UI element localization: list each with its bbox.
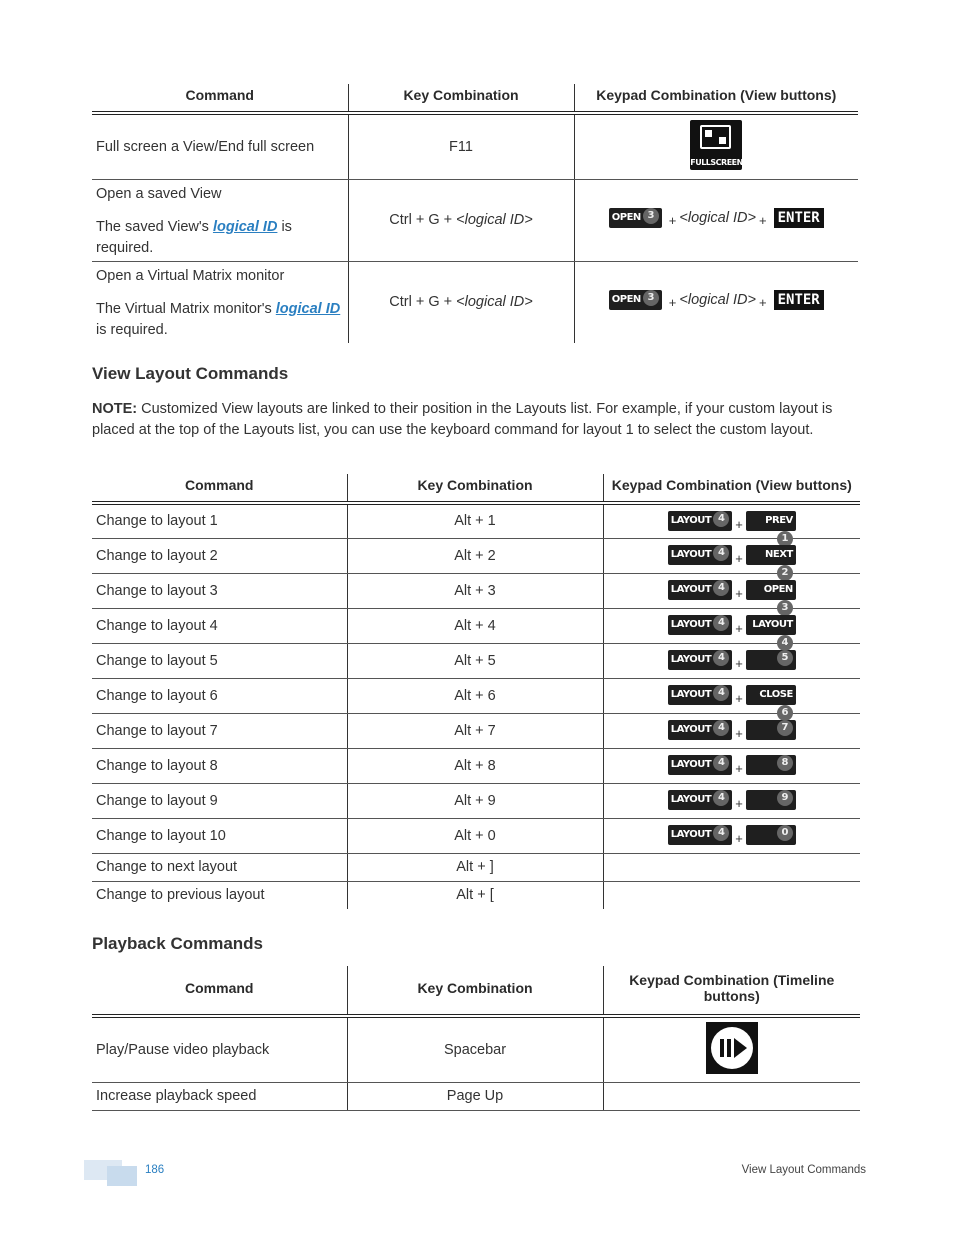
keypad-cell: LAYOUT 4 + 9 <box>603 783 860 818</box>
table-row <box>92 643 860 678</box>
key-cell: Alt + 9 <box>347 783 603 818</box>
command-cell: Change to layout 8 <box>92 748 347 783</box>
column-header-key: Key Combination <box>348 84 574 113</box>
keypad-cell: LAYOUT 4 + NEXT2 <box>603 538 860 573</box>
column-header-keypad: Keypad Combination (View buttons) <box>603 474 860 503</box>
keypad-cell <box>603 1082 860 1110</box>
key-cell: Alt + 1 <box>347 503 603 538</box>
keypad-number-button-icon: NEXT2 <box>746 545 796 565</box>
table-row <box>92 573 860 608</box>
section-heading-playback: Playback Commands <box>92 934 264 953</box>
footer-decoration <box>107 1166 137 1186</box>
command-cell: Play/Pause video playback <box>92 1016 347 1082</box>
open-button-icon: OPEN 3 <box>609 208 662 228</box>
keypad-cell <box>603 881 860 909</box>
command-cell: Change to layout 2 <box>92 538 347 573</box>
key-cell: Alt + 0 <box>347 818 603 853</box>
enter-button-icon: ENTER <box>774 290 824 310</box>
command-cell: Change to layout 3 <box>92 573 347 608</box>
layout-button-icon: LAYOUT 4 <box>668 720 732 740</box>
keypad-cell: OPEN 3 + <logical ID> + ENTER <box>574 261 858 343</box>
play-pause-button-icon <box>706 1022 758 1074</box>
layout-button-icon: LAYOUT 4 <box>668 685 732 705</box>
key-cell: Alt + 2 <box>347 538 603 573</box>
command-cell: Change to layout 4 <box>92 608 347 643</box>
table-row <box>92 748 860 783</box>
command-cell: Change to layout 6 <box>92 678 347 713</box>
key-cell: Alt + [ <box>347 881 603 909</box>
key-cell: Alt + ] <box>347 853 603 881</box>
command-cell: Change to layout 1 <box>92 503 347 538</box>
logical-id-link[interactable]: logical ID <box>275 300 341 317</box>
command-table-playback <box>92 966 860 1111</box>
keypad-cell <box>603 853 860 881</box>
page-number: 186 <box>145 1164 165 1176</box>
layout-note: NOTE: Customized View layouts are linked to their position in the Layouts list. For example, if your custom layout is placed at the top of the Layouts list, you can use the keyboard command for layout 1 to select the custom layout. <box>92 401 833 438</box>
layout-button-icon: LAYOUT 4 <box>668 580 732 600</box>
keypad-number-button-icon: LAYOUT4 <box>746 615 796 635</box>
footer-section-title: View Layout Commands <box>741 1164 866 1176</box>
keypad-cell: LAYOUT 4 + 5 <box>603 643 860 678</box>
table-row <box>92 713 860 748</box>
keypad-cell <box>574 113 858 179</box>
table-row <box>92 503 860 538</box>
keypad-number-button-icon: 5 <box>746 650 796 670</box>
column-header-key: Key Combination <box>347 474 603 503</box>
table-row <box>92 783 860 818</box>
command-cell: Increase playback speed <box>92 1082 347 1110</box>
command-cell: Full screen a View/End full screen <box>92 113 348 179</box>
key-cell: Spacebar <box>347 1016 603 1082</box>
key-cell: Ctrl + G + <logical ID> <box>348 179 574 261</box>
keypad-number-button-icon: CLOSE6 <box>746 685 796 705</box>
keypad-number-button-icon: 8 <box>746 755 796 775</box>
table-row <box>92 678 860 713</box>
command-cell: Change to layout 7 <box>92 713 347 748</box>
keypad-cell: LAYOUT 4 + LAYOUT4 <box>603 608 860 643</box>
keypad-cell <box>603 1016 860 1082</box>
logical-id-link[interactable]: logical ID <box>212 218 278 235</box>
keypad-number-button-icon: 9 <box>746 790 796 810</box>
table-row <box>92 853 860 881</box>
key-cell: Alt + 3 <box>347 573 603 608</box>
column-header-command: Command <box>92 84 348 113</box>
table-row <box>92 608 860 643</box>
table-row <box>92 881 860 909</box>
layout-button-icon: LAYOUT 4 <box>668 790 732 810</box>
key-cell: Alt + 4 <box>347 608 603 643</box>
layout-button-icon: LAYOUT 4 <box>668 825 732 845</box>
command-table-layouts <box>92 474 860 909</box>
key-cell: Ctrl + G + <logical ID> <box>348 261 574 343</box>
column-header-command: Command <box>92 966 347 1016</box>
column-header-key: Key Combination <box>347 966 603 1016</box>
keypad-number-button-icon: 7 <box>746 720 796 740</box>
layout-button-icon: LAYOUT 4 <box>668 511 732 531</box>
key-cell: F11 <box>348 113 574 179</box>
keypad-number-button-icon: 0 <box>746 825 796 845</box>
command-cell: Change to layout 9 <box>92 783 347 818</box>
layout-button-icon: LAYOUT 4 <box>668 650 732 670</box>
key-cell: Alt + 5 <box>347 643 603 678</box>
column-header-command: Command <box>92 474 347 503</box>
keypad-number-button-icon: PREV1 <box>746 511 796 531</box>
layout-button-icon: LAYOUT 4 <box>668 545 732 565</box>
keypad-cell: LAYOUT 4 + CLOSE6 <box>603 678 860 713</box>
key-cell: Alt + 7 <box>347 713 603 748</box>
column-header-keypad: Keypad Combination (View buttons) <box>574 84 858 113</box>
section-heading-view-layout: View Layout Commands <box>92 364 289 383</box>
enter-button-icon: ENTER <box>774 208 824 228</box>
layout-button-icon: LAYOUT 4 <box>668 615 732 635</box>
keypad-cell: LAYOUT 4 + PREV1 <box>603 503 860 538</box>
key-cell: Alt + 8 <box>347 748 603 783</box>
key-cell: Alt + 6 <box>347 678 603 713</box>
keypad-cell: LAYOUT 4 + 0 <box>603 818 860 853</box>
table-row <box>92 818 860 853</box>
command-cell: Open a saved View The saved View's logical ID is required. <box>92 179 348 261</box>
command-table-view <box>92 84 858 343</box>
command-cell: Change to layout 10 <box>92 818 347 853</box>
command-cell: Open a Virtual Matrix monitor The Virtual Matrix monitor's logical ID is required. <box>96 267 341 338</box>
keypad-cell: OPEN 3 + <logical ID> + ENTER <box>574 179 858 261</box>
command-cell: Change to next layout <box>92 853 347 881</box>
command-cell: Change to layout 5 <box>92 643 347 678</box>
fullscreen-button-icon: FULLSCREEN <box>690 120 742 170</box>
column-header-keypad: Keypad Combination (Timeline buttons) <box>603 966 860 1016</box>
keypad-cell: LAYOUT 4 + 8 <box>603 748 860 783</box>
key-cell: Page Up <box>347 1082 603 1110</box>
keypad-number-button-icon: OPEN3 <box>746 580 796 600</box>
open-button-icon: OPEN 3 <box>609 290 662 310</box>
command-cell: Change to previous layout <box>96 887 265 904</box>
keypad-cell: LAYOUT 4 + OPEN3 <box>603 573 860 608</box>
table-row <box>92 538 860 573</box>
keypad-cell: LAYOUT 4 + 7 <box>603 713 860 748</box>
layout-button-icon: LAYOUT 4 <box>668 755 732 775</box>
